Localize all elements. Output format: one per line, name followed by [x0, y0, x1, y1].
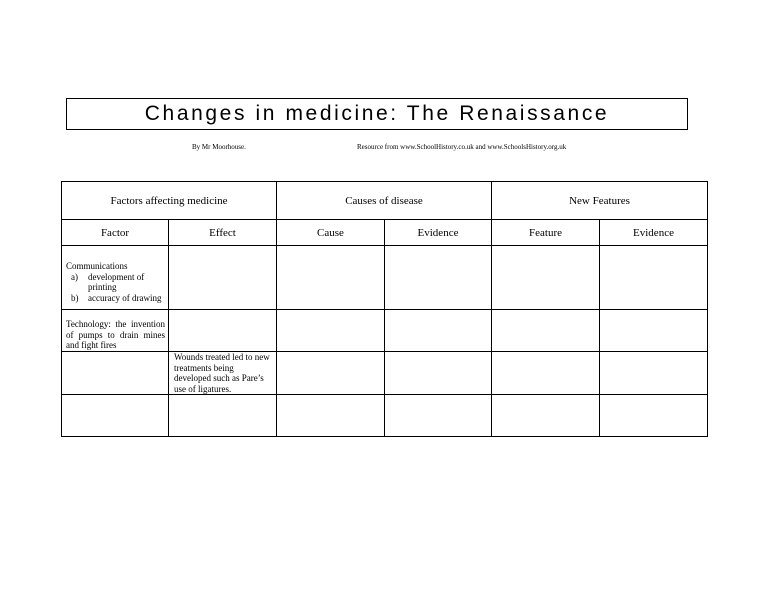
factor-cell[interactable] — [62, 352, 169, 395]
evidence-cell[interactable] — [385, 246, 492, 310]
cause-cell[interactable] — [277, 395, 385, 437]
effect-cell[interactable] — [169, 352, 277, 395]
factor-items — [66, 272, 165, 304]
cause-cell[interactable] — [277, 352, 385, 395]
table-row — [62, 310, 708, 352]
column-header-feature: Feature — [492, 220, 600, 246]
page-title: Changes in medicine: The Renaissance — [144, 102, 610, 125]
author-credit: By Mr Moorhouse. — [192, 143, 246, 151]
feature-evidence-cell[interactable] — [600, 395, 708, 437]
group-header-causes: Causes of disease — [277, 182, 492, 220]
factor-cell[interactable] — [62, 246, 169, 310]
resource-credit: Resource from www.SchoolHistory.co.uk and www.SchoolsHistory.org.uk — [357, 143, 567, 151]
factor-title: Communications — [66, 261, 128, 271]
group-header-factors: Factors affecting medicine — [62, 182, 277, 220]
cause-cell[interactable] — [277, 246, 385, 310]
factor-text: Technology: the invention of pumps to drain mines and fight fires — [66, 319, 165, 351]
feature-evidence-cell[interactable] — [600, 246, 708, 310]
effect-cell[interactable] — [169, 395, 277, 437]
list-item — [66, 293, 165, 304]
item-text: accuracy of drawing — [88, 292, 162, 303]
list-item — [66, 272, 165, 293]
evidence-cell[interactable] — [385, 352, 492, 395]
evidence-cell[interactable] — [385, 395, 492, 437]
column-header-evidence: Evidence — [385, 220, 492, 246]
column-header-evidence-2: Evidence — [600, 220, 708, 246]
title-box — [66, 98, 688, 130]
column-header-factor: Factor — [62, 220, 169, 246]
effect-text: Wounds treated led to new treatments being developed such as Pare’s use of ligatures. — [174, 352, 270, 394]
table-row — [62, 246, 708, 310]
effect-cell[interactable] — [169, 310, 277, 352]
item-text: development of printing — [88, 271, 145, 292]
feature-cell[interactable] — [492, 352, 600, 395]
feature-cell[interactable] — [492, 246, 600, 310]
feature-cell[interactable] — [492, 310, 600, 352]
item-marker: b) — [71, 292, 79, 303]
column-header-effect: Effect — [169, 220, 277, 246]
group-header-row — [62, 182, 708, 220]
feature-evidence-cell[interactable] — [600, 352, 708, 395]
worksheet-table — [61, 181, 708, 437]
column-header-row — [62, 220, 708, 246]
table-row — [62, 352, 708, 395]
item-marker: a) — [71, 271, 78, 282]
group-header-new-features: New Features — [492, 182, 708, 220]
effect-cell[interactable] — [169, 246, 277, 310]
factor-cell[interactable] — [62, 395, 169, 437]
feature-evidence-cell[interactable] — [600, 310, 708, 352]
feature-cell[interactable] — [492, 395, 600, 437]
factor-cell[interactable] — [62, 310, 169, 352]
evidence-cell[interactable] — [385, 310, 492, 352]
column-header-cause: Cause — [277, 220, 385, 246]
cause-cell[interactable] — [277, 310, 385, 352]
table-row — [62, 395, 708, 437]
